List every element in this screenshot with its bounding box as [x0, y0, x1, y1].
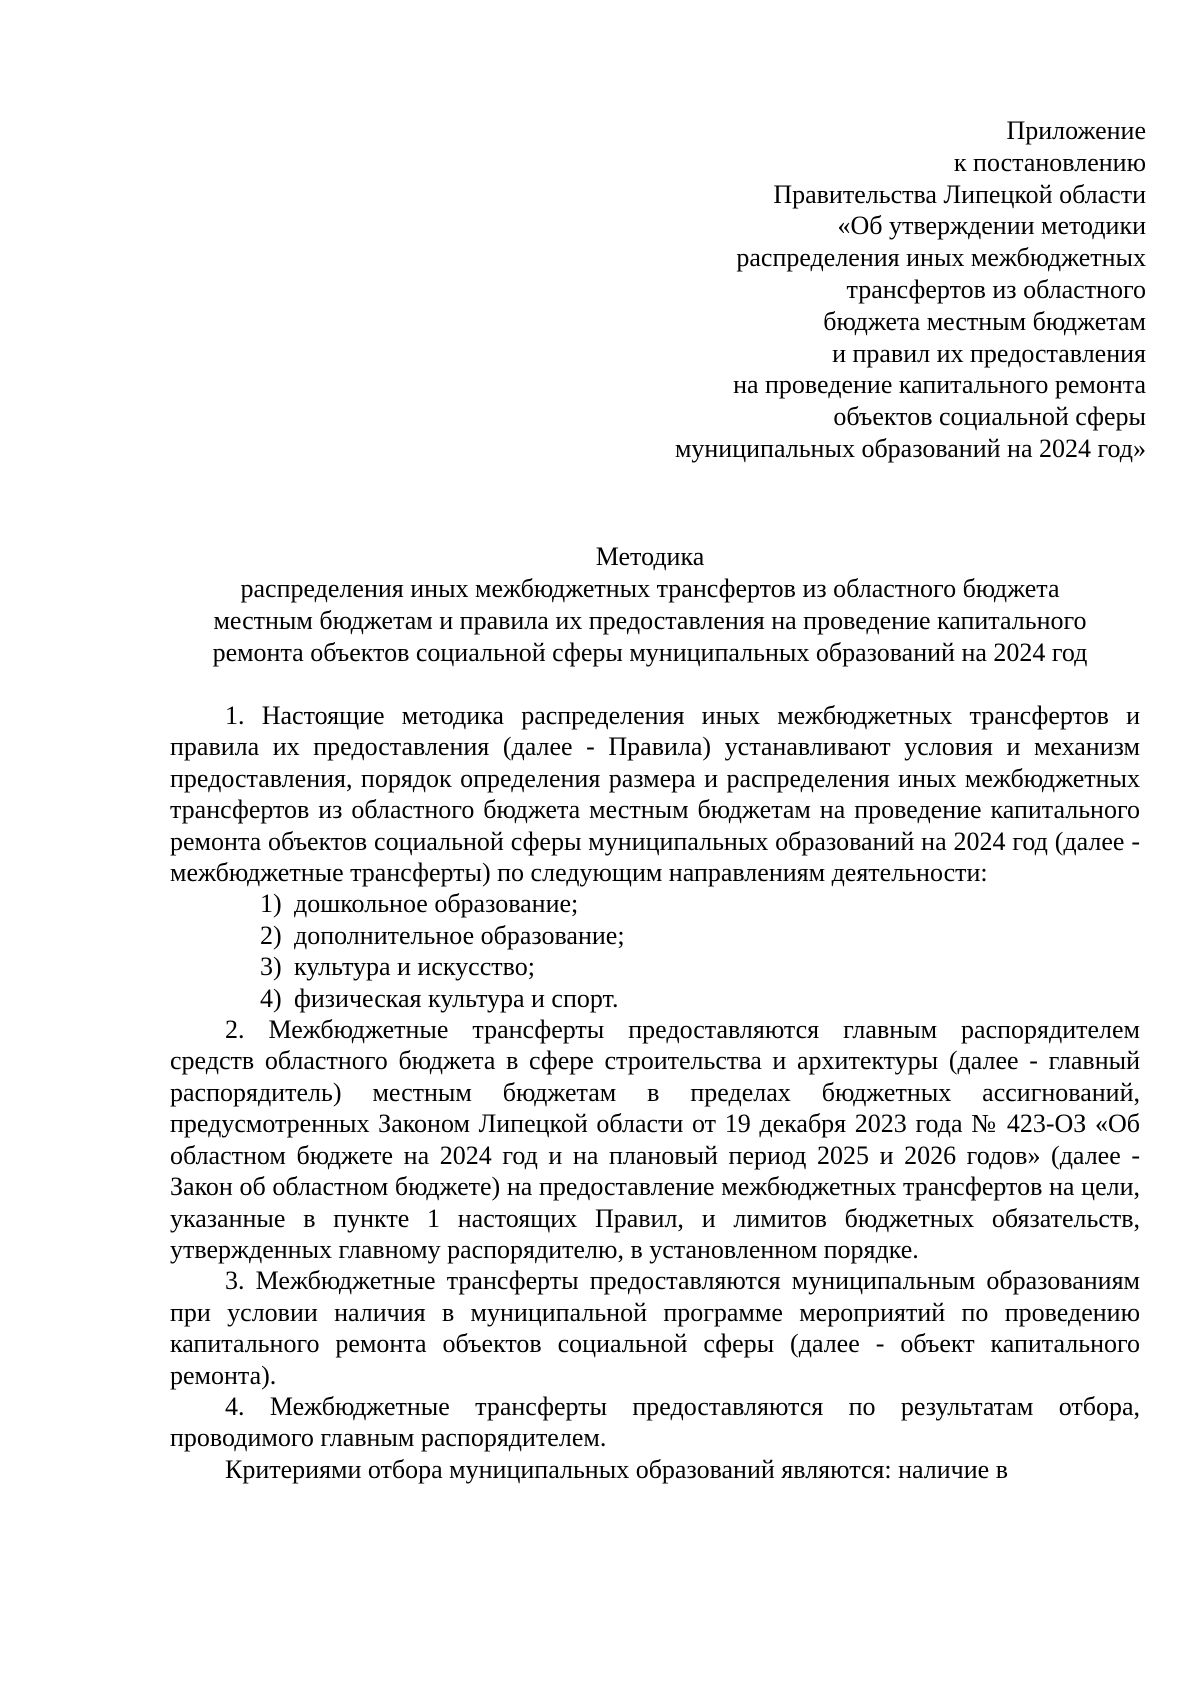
list-item-text: дошкольное образование;	[294, 889, 579, 919]
appendix-line: на проведение капитального ремонта	[733, 370, 1146, 400]
list-item	[260, 951, 1140, 982]
list-item	[260, 888, 1140, 919]
appendix-line: и правил их предоставления	[832, 338, 1146, 368]
document-title	[170, 541, 1130, 669]
list-item-number: 2)	[260, 920, 282, 950]
list-item	[260, 920, 1140, 951]
list-item	[260, 983, 1140, 1014]
appendix-line: объектов социальной сферы	[833, 402, 1146, 432]
appendix-line: распределения иных межбюджетных	[736, 243, 1146, 273]
list-item-text: культура и искусство;	[294, 952, 535, 982]
paragraph-4: 4. Межбюджетные трансферты предоставляются по результатам отбора, проводимого главным распорядителем.	[170, 1391, 1140, 1453]
list-item-number: 4)	[260, 983, 282, 1013]
list-item-text: дополнительное образование;	[294, 920, 625, 950]
document-body	[170, 700, 1140, 1485]
appendix-header	[586, 115, 1146, 465]
title-heading: Методика	[595, 542, 705, 571]
list-item-number: 1)	[260, 889, 282, 919]
appendix-line: к постановлению	[953, 147, 1146, 177]
appendix-line: Правительства Липецкой области	[773, 179, 1146, 209]
paragraph-1: 1. Настоящие методика распределения иных межбюджетных трансфертов и правила их предоставления (далее - Правила) устанавливают условия и механизм предоставления, порядок определения размера и распределения иных межбюджетных трансфертов из областного бюджета местным бюджетам на проведение капитального ремонта объектов социальной сферы муниципальных образований на 2024 год (далее - межбюджетные трансферты) по следующим направлениям деятельности:	[170, 701, 1140, 888]
list-item-text: физическая культура и спорт.	[294, 983, 619, 1013]
title-line: ремонта объектов социальной сферы муниципальных образований на 2024 год	[212, 638, 1088, 667]
list-item-number: 3)	[260, 952, 282, 982]
appendix-line: Приложение	[1006, 116, 1146, 145]
paragraph-5: Критериями отбора муниципальных образований являются: наличие в	[225, 1454, 1008, 1484]
appendix-line: муниципальных образований на 2024 год»	[674, 433, 1146, 463]
paragraph-3: 3. Межбюджетные трансферты предоставляются муниципальным образованиям при условии наличия в муниципальной программе мероприятий по проведению капитального ремонта объектов социальной сферы (далее - объект капитального ремонта).	[170, 1266, 1140, 1390]
appendix-line: бюджета местным бюджетам	[823, 306, 1146, 336]
appendix-line: «Об утверждении методики	[837, 211, 1146, 241]
appendix-line: трансфертов из областного	[846, 274, 1146, 304]
title-line: местным бюджетам и правила их предоставления на проведение капитального	[213, 606, 1087, 635]
title-line: распределения иных межбюджетных трансфертов из областного бюджета	[240, 574, 1060, 603]
paragraph-2: 2. Межбюджетные трансферты предоставляются главным распорядителем средств областного бюджета в сфере строительства и архитектуры (далее - главный распорядитель) местным бюджетам в пределах бюджетных ассигнований, предусмотренных Законом Липецкой области от 19 декабря 2023 года № 423-ОЗ «Об областном бюджете на 2024 год и на плановый период 2025 и 2026 годов» (далее - Закон об областном бюджете) на предоставление межбюджетных трансфертов на цели, указанные в пункте 1 настоящих Правил, и лимитов бюджетных обязательств, утвержденных главному распорядителю, в установленном порядке.	[170, 1015, 1140, 1264]
